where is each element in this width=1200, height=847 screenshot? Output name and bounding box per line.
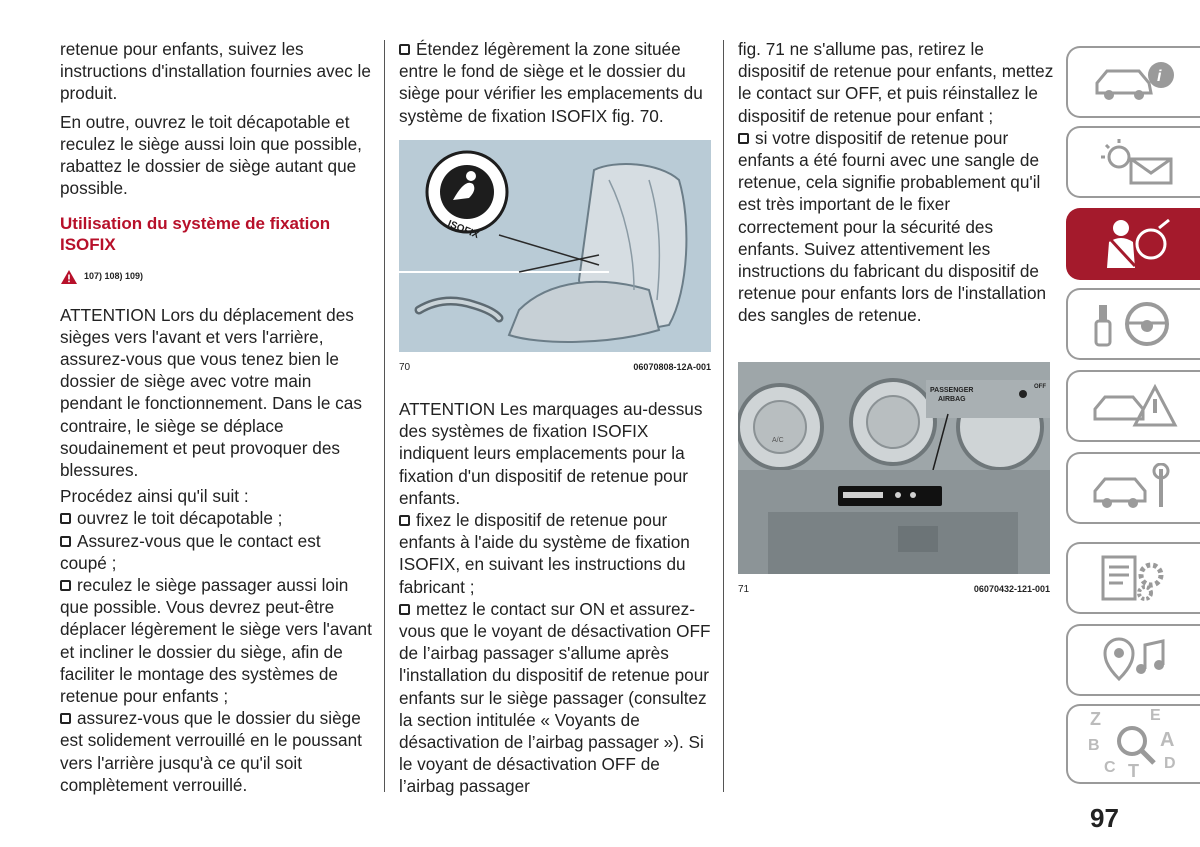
figure-code: 06070808-12A-001 bbox=[633, 362, 711, 372]
car-wrench-icon bbox=[1089, 463, 1179, 513]
isofix-badge-label: ISOFIX bbox=[445, 218, 481, 242]
tab-emergency[interactable] bbox=[1066, 370, 1200, 442]
checkbox-bullet-icon bbox=[60, 713, 71, 724]
paragraph: En outre, ouvrez le toit décapotable et reculez le siège aussi loin que possible, rabattez le dossier de siège autant que possible. bbox=[60, 111, 362, 199]
paragraph: fig. 71 ne s'allume pas, retirez le dispositif de retenue pour enfants, mettez le contact sur OFF, et puis réinstallez le dispositif de retenue pour enfant ; bbox=[738, 39, 1054, 126]
bullet-item: assurez-vous que le dossier du siège est solidement verrouillé en le poussant vers l'arrière jusqu'à ce qu'il soit complètement verrouillé. bbox=[60, 708, 362, 795]
figure-code: 06070432-121-001 bbox=[973, 584, 1050, 594]
column-1 bbox=[60, 38, 372, 796]
tab-technical-data[interactable] bbox=[1066, 542, 1200, 614]
magnifier-icon bbox=[1114, 723, 1158, 767]
column-2-continued bbox=[399, 398, 711, 798]
key-steering-wheel-icon bbox=[1089, 299, 1179, 349]
column-2 bbox=[399, 38, 711, 127]
figure-number: 70 bbox=[399, 362, 411, 373]
car-info-icon bbox=[1089, 57, 1179, 107]
paragraph: ATTENTION Lors du déplacement des sièges vers l'avant et vers l'arrière, assurez-vous que vous tenez bien le dossier de siège avec votre main pendant le fonctionnement. Dans le cas contraire, le siège se déplace soudainement et peut provoquer des blessures. bbox=[60, 304, 362, 481]
checkbox-bullet-icon bbox=[738, 133, 749, 144]
bullet-item: ouvrez le toit décapotable ; bbox=[60, 507, 372, 529]
svg-text:PASSENGER: PASSENGER bbox=[930, 387, 974, 394]
tab-starting-driving[interactable] bbox=[1066, 288, 1200, 360]
section-heading: Utilisation du système de fixation ISOFIX bbox=[60, 214, 331, 255]
checkbox-bullet-icon bbox=[399, 515, 410, 526]
index-letters-icon: Z E B A C T D bbox=[1088, 707, 1176, 781]
warning-triangle-icon bbox=[60, 269, 78, 285]
checkbox-bullet-icon bbox=[60, 513, 71, 524]
document-gear-icon bbox=[1089, 553, 1179, 603]
figure-number: 71 bbox=[738, 584, 750, 595]
svg-text:AIRBAG: AIRBAG bbox=[938, 396, 966, 403]
svg-text:i: i bbox=[1157, 68, 1162, 85]
tab-car-info[interactable] bbox=[1066, 46, 1200, 118]
warning-refs bbox=[60, 265, 372, 287]
tab-lights-messages[interactable] bbox=[1066, 126, 1200, 198]
multimedia-note-icon bbox=[1089, 635, 1179, 685]
tab-multimedia[interactable] bbox=[1066, 624, 1200, 696]
figure-71-image bbox=[738, 362, 1050, 574]
bullet-item: Étendez légèrement la zone située entre le fond de siège et le dossier du siège pour vérifier les emplacements du système de fixation ISOFIX fig. 70. bbox=[399, 39, 703, 126]
warning-light-envelope-icon bbox=[1089, 137, 1179, 187]
svg-text:A/C: A/C bbox=[772, 437, 784, 444]
car-warning-triangle-icon bbox=[1089, 381, 1179, 431]
checkbox-bullet-icon bbox=[60, 536, 71, 547]
paragraph: ATTENTION Les marquages au-dessus des systèmes de fixation ISOFIX indiquent leurs emplacements pour la fixation d'un dispositif de retenue pour enfants. bbox=[399, 399, 703, 508]
page-number: 97 bbox=[1090, 803, 1119, 833]
bullet-item: reculez le siège passager aussi loin que possible. Vous devrez peut-être déplacer légèrement le siège vers l'avant et incliner le dossier du siège, afin de faciliter le montage des systèmes de retenue pour enfants ; bbox=[60, 575, 372, 707]
tab-index[interactable] bbox=[1066, 704, 1200, 784]
figure-71-caption bbox=[738, 584, 1050, 595]
checkbox-bullet-icon bbox=[399, 44, 410, 55]
bullet-item: Assurez-vous que le contact est coupé ; bbox=[60, 530, 321, 573]
bullet-item: si votre dispositif de retenue pour enfants a été fourni avec une sangle de retenue, cela signifie probablement qu'il est très important de le fixer correctement pour la sécurité des enfants. Suivez attentivement les instructions du fabricant du dispositif de retenue pour enfants lors de l'installation des sangles de retenue. bbox=[738, 127, 1047, 326]
column-3 bbox=[738, 38, 1054, 327]
svg-text:OFF: OFF bbox=[1034, 384, 1046, 390]
checkbox-bullet-icon bbox=[399, 604, 410, 615]
column-divider bbox=[723, 40, 724, 792]
bullet-item: mettez le contact sur ON et assurez-vous que le voyant de désactivation OFF de l’airbag passager s'allume après l'installation du dispositif de retenue pour enfants sur le siège passager (consultez la section intitulée « Voyants de désactivation de l’airbag passager »). Si le voyant de désactivation OFF de l’airbag passager bbox=[399, 598, 711, 797]
warning-refs-text: 107) 108) 109) bbox=[84, 271, 144, 282]
seatbelt-airbag-icon bbox=[1089, 216, 1179, 272]
isofix-seat-illustration bbox=[399, 140, 711, 352]
bullet-item: fixez le dispositif de retenue pour enfants à l'aide du système de fixation ISOFIX, en suivant les instructions du fabricant ; bbox=[399, 510, 690, 597]
paragraph: retenue pour enfants, suivez les instructions d'installation fournies avec le produit. bbox=[60, 39, 371, 104]
tab-maintenance[interactable] bbox=[1066, 452, 1200, 524]
tab-safety[interactable] bbox=[1066, 208, 1200, 280]
dashboard-photo-illustration bbox=[738, 362, 1050, 574]
figure-70-caption bbox=[399, 362, 711, 373]
paragraph: Procédez ainsi qu'il suit : bbox=[60, 486, 249, 507]
figure-70-image bbox=[399, 140, 711, 352]
checkbox-bullet-icon bbox=[60, 580, 71, 591]
column-divider bbox=[384, 40, 385, 792]
